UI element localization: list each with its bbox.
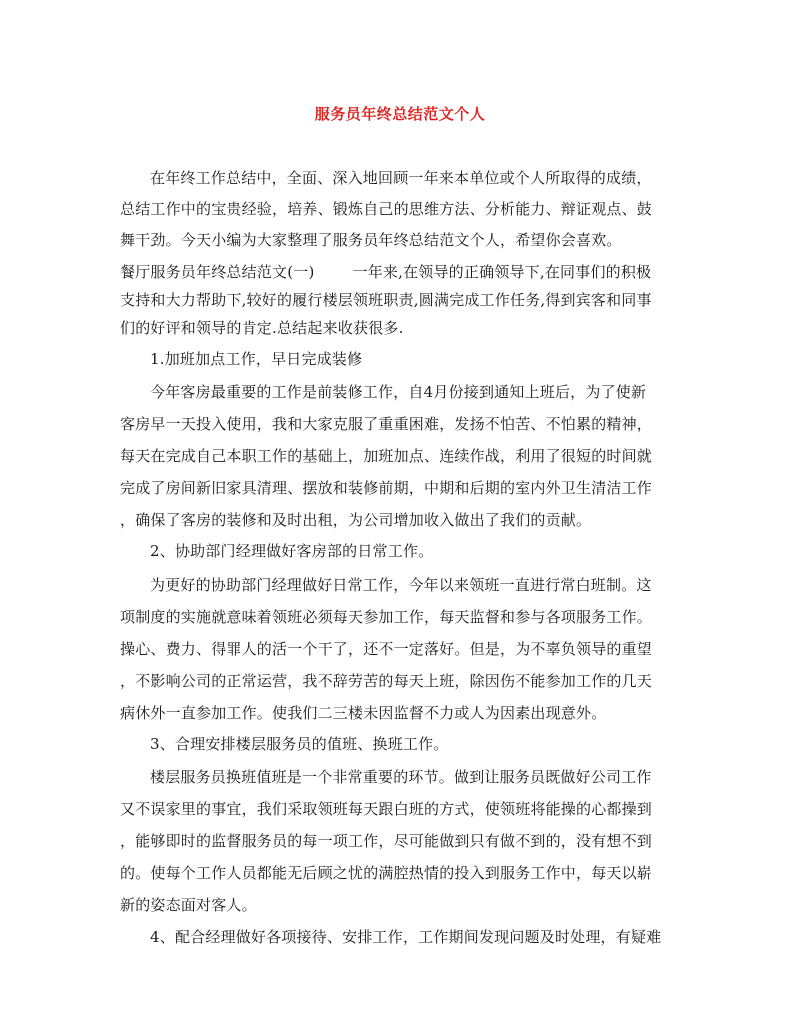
paragraph-line: 每天在完成自己本职工作的基础上，加班加点、连续作战，利用了很短的时间就 (120, 447, 653, 465)
paragraph-line: 新的姿态面对客人。 (120, 896, 257, 914)
list-heading: 1.加班加点工作，早日完成装修 (150, 350, 363, 368)
list-heading: 3、合理安排楼层服务员的值班、换班工作。 (150, 735, 449, 753)
paragraph-line: 今年客房最重要的工作是前装修工作，自4月份接到通知上班后，为了使新 (150, 383, 647, 401)
paragraph-line: 们的好评和领导的肯定.总结起来收获很多. (120, 319, 404, 337)
section-heading-line (120, 262, 651, 282)
paragraph-line: ，确保了客房的装修和及时出租，为公司增加收入做出了我们的贡献。 (120, 511, 592, 529)
paragraph-line: 又不误家里的事宜，我们采取领班每天跟白班的方式，使领班将能操的心都操到 (120, 800, 653, 818)
paragraph-line: 操心、费力、得罪人的活一个干了，还不一定落好。但是，为不辜负领导的重望 (120, 640, 653, 658)
paragraph-line: 病休外一直参加工作。使我们二三楼未因监督不力或人为因素出现意外。 (120, 704, 607, 722)
document-title: 服务员年终总结范文个人 (314, 105, 486, 123)
paragraph-line: 在年终工作总结中，全面、深入地回顾一年来本单位或个人所取得的成绩， (150, 169, 652, 187)
paragraph-line: 客房早一天投入使用，我和大家克服了重重困难，发扬不怕苦、不怕累的精神， (120, 415, 653, 433)
paragraph-line: ，不影响公司的正常运营，我不辞劳苦的每天上班，除因伤不能参加工作的几天 (120, 672, 653, 690)
paragraph-line: 总结工作中的宝贵经验，培养、锻炼自己的思维方法、分析能力、辩证观点、鼓 (120, 200, 653, 218)
paragraph-line: 项制度的实施就意味着领班必须每天参加工作，每天监督和参与各项服务工作。 (120, 608, 653, 626)
section-heading: 餐厅服务员年终总结范文(一) (120, 263, 315, 281)
list-heading: 2、协助部门经理做好客房部的日常工作。 (150, 542, 434, 560)
paragraph-line: 舞干劲。今天小编为大家整理了服务员年终总结范文个人，希望你会喜欢。 (120, 231, 622, 249)
paragraph-line: 完成了房间新旧家具清理、摆放和装修前期，中期和后期的室内外卫生清洁工作 (120, 479, 653, 497)
paragraph-line: 楼层服务员换班值班是一个非常重要的环节。做到让服务员既做好公司工作 (150, 768, 652, 786)
paragraph-line: 一年来,在领导的正确领导下,在同事们的积极 (352, 263, 652, 281)
paragraph-line: 支持和大力帮助下,较好的履行楼层领班职责,圆满完成工作任务,得到宾客和同事 (120, 291, 652, 309)
paragraph-line: ，能够即时的监督服务员的每一项工作，尽可能做到只有做不到的，没有想不到 (120, 832, 653, 850)
paragraph-line: 的。使每个工作人员都能无后顾之忧的满腔热情的投入到服务工作中，每天以崭 (120, 864, 653, 882)
paragraph-line: 为更好的协助部门经理做好日常工作，今年以来领班一直进行常白班制。这 (150, 576, 652, 594)
list-heading: 4、配合经理做好各项接待、安排工作，工作期间发现问题及时处理，有疑难 (150, 928, 662, 946)
